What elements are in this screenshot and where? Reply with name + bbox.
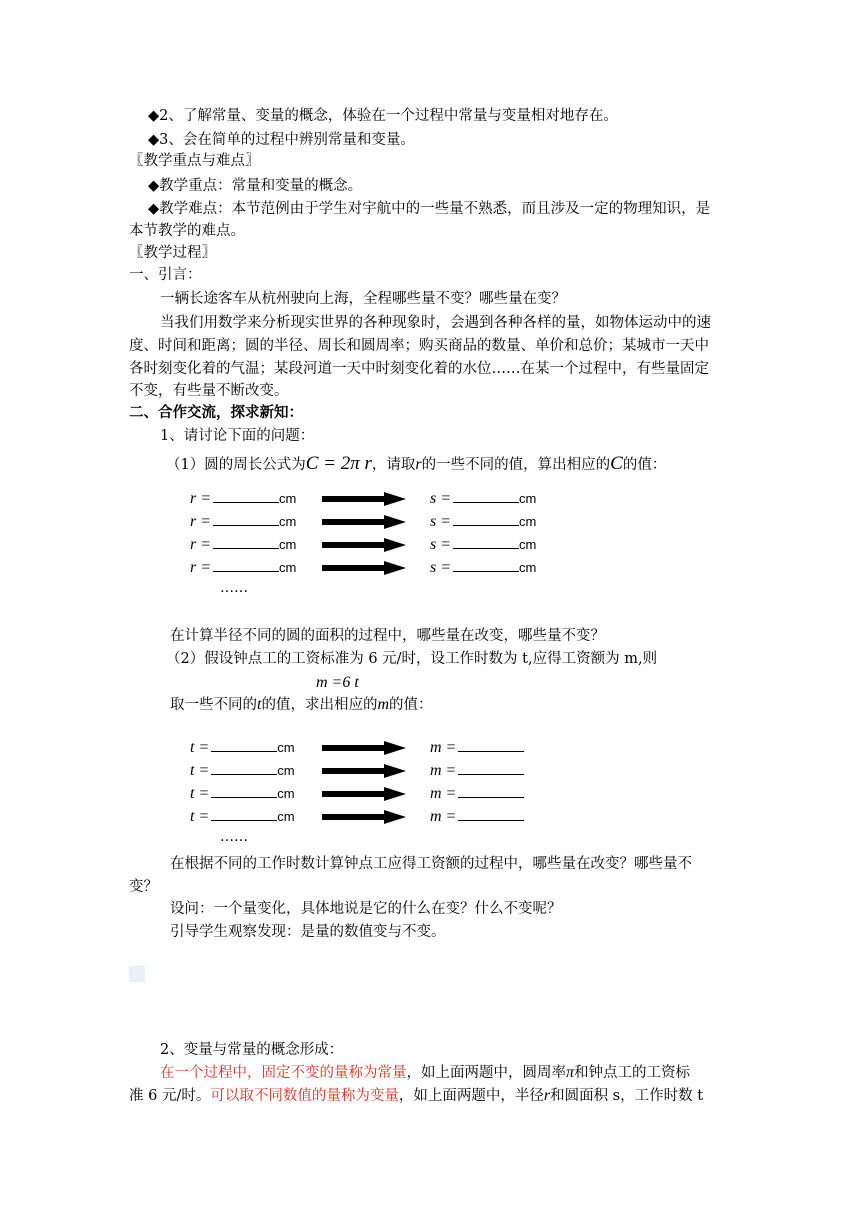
left-variable: r = [190, 559, 212, 576]
q2-take-b: 的值，求出相应的 [261, 697, 378, 713]
right-variable: m = [430, 808, 457, 825]
variable-example-2: 和圆面积 s，工作时数 t [550, 1088, 704, 1104]
input-blank-right [430, 557, 536, 579]
right-variable: s = [430, 536, 452, 553]
input-blank-right [430, 783, 524, 805]
unit-label: cm [277, 786, 295, 801]
intro-paragraph-line3: 各时刻变化着的气温；某段河道一天中时刻变化着的水位……在某一个过程中，有些量固定 [129, 361, 709, 377]
right-variable: s = [430, 490, 452, 507]
unit-label: cm [279, 537, 297, 552]
question-1 [166, 453, 666, 476]
right-variable: s = [430, 559, 452, 576]
right-arrow-icon [322, 741, 406, 755]
unit-label: cm [279, 491, 297, 506]
input-blank-left [190, 737, 295, 759]
variable-pre: 准 6 元/时。 [129, 1088, 211, 1104]
q1-mid2: 的一些不同的值，算出相应的 [421, 457, 611, 473]
blank-line [458, 806, 524, 821]
intro-paragraph-line4: 不变，有些量不断改变。 [129, 383, 289, 399]
q2-formula: m =6 t [316, 674, 359, 691]
q1-prefix: （1）圆的周长公式为 [166, 457, 306, 473]
input-blank-right [430, 806, 524, 828]
right-arrow-icon [322, 764, 406, 778]
right-arrow-icon [322, 787, 406, 801]
section-process-heading: 〖教学过程〗 [129, 245, 216, 261]
right-variable: m = [430, 762, 457, 779]
unit-label: cm [519, 491, 537, 506]
blank-line [213, 534, 279, 549]
blank-line [458, 760, 524, 775]
blank-line [213, 488, 279, 503]
input-blank-right [430, 488, 536, 510]
variable-definition-highlight: 可以取不同数值的量称为变量 [210, 1088, 399, 1104]
left-variable: t = [190, 808, 210, 825]
intro-paragraph-line2: 度、时间和距离；圆的半径、周长和圆周率；购买商品的数量、单价和总价；某城市一天中 [129, 338, 709, 354]
blank-line [211, 760, 277, 775]
q1-formula: C = 2π r [305, 453, 372, 474]
keypoint-difficulty-line1: ◆教学难点：本节范例由于学生对宇航中的一些量不熟悉，而且涉及一定的物理知识，是 [148, 201, 711, 217]
unit-label: cm [277, 809, 295, 824]
ellipsis: …… [220, 580, 248, 596]
input-blank-right [430, 737, 524, 759]
keypoint-difficulty-line2: 本节教学的难点。 [129, 223, 245, 239]
blank-line [453, 534, 519, 549]
variable-example: ，如上面两题中，半径 [398, 1088, 544, 1104]
blank-line [453, 511, 519, 526]
left-variable: t = [190, 785, 210, 802]
constant-definition-highlight: 在一个过程中，固定不变的量称为常量 [160, 1065, 407, 1081]
blank-line [213, 511, 279, 526]
teacher-question: 设问：一个量变化，具体地说是它的什么在变？什么不变呢？ [170, 901, 562, 917]
discuss-prompt: 1、请讨论下面的问题： [160, 428, 315, 444]
q2-followup-line1: 在根据不同的工作时数计算钟点工应得工资额的过程中，哪些量在改变？哪些量不 [170, 856, 692, 872]
right-arrow-icon [322, 538, 406, 552]
unit-label: cm [277, 763, 295, 778]
q2-take-values [170, 694, 433, 716]
unit-label: cm [277, 740, 295, 755]
q2-followup-line2: 变？ [129, 879, 158, 895]
input-blank-left [190, 488, 296, 510]
objective-2: ◆2、了解常量、变量的概念，体验在一个过程中常量与变量相对地存在。 [148, 108, 618, 124]
blank-line [211, 783, 277, 798]
unit-label: cm [279, 560, 297, 575]
left-variable: t = [190, 762, 210, 779]
constant-example-2: 和钟点工的工资标 [574, 1065, 691, 1081]
input-blank-left [190, 534, 296, 556]
pi-symbol: π [566, 1064, 575, 1081]
q1-end: 的值： [622, 457, 667, 473]
blank-line [213, 557, 279, 572]
blank-line [211, 737, 277, 752]
concept-heading: 2、变量与常量的概念形成： [160, 1042, 344, 1058]
unit-label: cm [519, 537, 537, 552]
q1-mid: ，请取 [371, 457, 416, 473]
variable-definition [129, 1085, 703, 1107]
input-blank-left [190, 511, 296, 533]
input-blank-right [430, 511, 536, 533]
right-variable: m = [430, 785, 457, 802]
question-2: （2）假设钟点工的工资标准为 6 元/时，设工作时数为 t,应得工资额为 m,则 [166, 651, 658, 667]
input-blank-left [190, 806, 295, 828]
input-blank-left [190, 557, 296, 579]
unit-label: cm [519, 560, 537, 575]
teacher-guidance: 引导学生观察发现：是量的数值变与不变。 [170, 924, 446, 940]
blank-line [453, 488, 519, 503]
input-blank-left [190, 760, 295, 782]
ellipsis: …… [220, 829, 248, 845]
blank-line [458, 737, 524, 752]
blank-line [458, 783, 524, 798]
input-blank-right [430, 534, 536, 556]
right-arrow-icon [322, 561, 406, 575]
q2-var-m: m [377, 696, 390, 713]
left-variable: r = [190, 490, 212, 507]
q2-take-a: 取一些不同的 [170, 697, 257, 713]
right-arrow-icon [322, 810, 406, 824]
blank-line [453, 557, 519, 572]
q1-var-r: r [415, 456, 422, 473]
q2-var-t: t [257, 696, 262, 713]
q1-followup: 在计算半径不同的圆的面积的过程中，哪些量在改变，哪些量不变？ [170, 628, 605, 644]
intro-question: 一辆长途客车从杭州驶向上海，全程哪些量不变？哪些量在变？ [160, 291, 566, 307]
left-variable: t = [190, 739, 210, 756]
q1-var-c: C [610, 453, 623, 474]
constant-example: ，如上面两题中，圆周率 [406, 1065, 566, 1081]
keypoint-focus: ◆教学重点：常量和变量的概念。 [148, 178, 363, 194]
right-arrow-icon [322, 515, 406, 529]
cooperation-heading: 二、合作交流，探求新知： [129, 404, 303, 421]
variable-r: r [543, 1087, 551, 1104]
unit-label: cm [519, 514, 537, 529]
input-blank-left [190, 783, 295, 805]
q2-take-c: 的值： [389, 697, 433, 713]
section-keypoints-heading: 〖教学重点与难点〗 [129, 153, 260, 169]
constant-definition [160, 1062, 690, 1084]
intro-heading: 一、引言： [129, 267, 202, 283]
anchor-marker [129, 966, 145, 982]
input-blank-right [430, 760, 524, 782]
left-variable: r = [190, 513, 212, 530]
objective-3: ◆3、会在简单的过程中辨别常量和变量。 [148, 132, 415, 148]
blank-line [211, 806, 277, 821]
unit-label: cm [279, 514, 297, 529]
right-variable: s = [430, 513, 452, 530]
intro-paragraph-line1: 当我们用数学来分析现实世界的各种现象时，会遇到各种各样的量，如物体运动中的速 [160, 315, 711, 331]
right-variable: m = [430, 739, 457, 756]
right-arrow-icon [322, 492, 406, 506]
left-variable: r = [190, 536, 212, 553]
